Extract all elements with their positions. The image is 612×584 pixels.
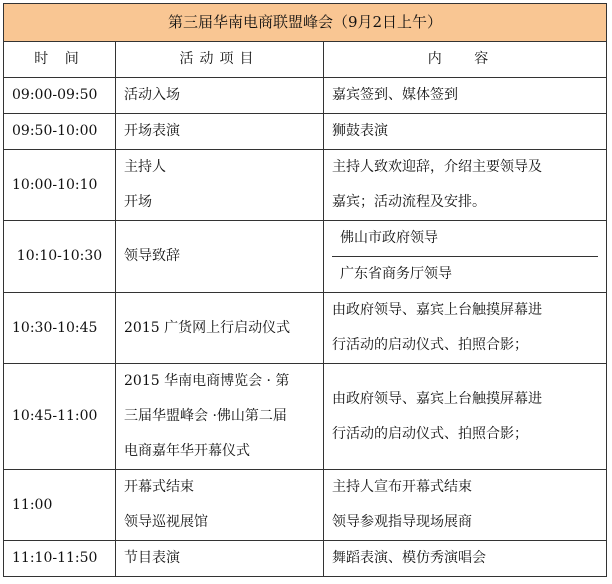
time-cell: 10:00-10:10	[4, 150, 116, 221]
activity-line: 开场表演	[124, 123, 180, 139]
table-row	[4, 470, 607, 541]
activity-line: 领导巡视展馆	[124, 514, 208, 530]
table-title: 第三届华南电商联盟峰会（9月2日上午）	[4, 4, 607, 42]
activity-cell	[116, 150, 324, 221]
activity-line: 2015 广货网上行启动仪式	[124, 319, 291, 336]
time-cell: 10:30-10:45	[4, 293, 116, 364]
activity-line: 三届华盟峰会 ·佛山第二届	[124, 408, 287, 424]
table-row	[4, 114, 607, 150]
content-line: 舞蹈表演、模仿秀演唱会	[332, 550, 486, 566]
activity-cell	[116, 114, 324, 150]
activity-cell	[116, 470, 324, 541]
content-line: 嘉宾；活动流程及安排。	[332, 194, 486, 210]
content-line: 由政府领导、嘉宾上台触摸屏幕进	[332, 302, 542, 318]
activity-cell	[116, 78, 324, 114]
schedule-table	[3, 3, 607, 577]
content-line: 主持人致欢迎辞，介绍主要领导及	[332, 159, 542, 175]
content-line: 行活动的启动仪式、拍照合影；	[332, 425, 528, 442]
content-cell	[324, 541, 607, 577]
content-line: 狮鼓表演	[332, 123, 388, 139]
header-content: 内 容	[324, 42, 607, 78]
time-cell: 11:00	[4, 470, 116, 541]
header-row	[4, 42, 607, 78]
activity-cell	[116, 221, 324, 293]
activity-line: 主持人	[124, 159, 166, 175]
title-row	[4, 4, 607, 42]
content-cell	[324, 150, 607, 221]
activity-line: 开幕式结束	[124, 479, 194, 495]
content-cell	[324, 78, 607, 114]
content-cell	[324, 470, 607, 541]
activity-cell	[116, 541, 324, 577]
time-cell: 09:00-09:50	[4, 78, 116, 114]
content-line: 主持人宣布开幕式结束	[332, 479, 472, 495]
content-cell	[324, 364, 607, 470]
activity-line: 领导致辞	[124, 248, 180, 264]
time-cell: 10:10-10:30	[4, 221, 116, 293]
header-time: 时 间	[4, 42, 116, 78]
table-row	[4, 293, 607, 364]
content-line: 由政府领导、嘉宾上台触摸屏幕进	[332, 390, 542, 407]
activity-line: 活动入场	[124, 87, 180, 103]
table-row	[4, 150, 607, 221]
time-cell: 11:10-11:50	[4, 541, 116, 577]
content-cell-split	[324, 221, 607, 293]
activity-line: 电商嘉年华开幕仪式	[124, 443, 250, 459]
table-row	[4, 364, 607, 470]
time-cell: 09:50-10:00	[4, 114, 116, 150]
time-cell: 10:45-11:00	[4, 364, 116, 470]
content-cell	[324, 293, 607, 364]
activity-line: 开场	[124, 194, 152, 210]
activity-line: 2015 华南电商博览会 · 第	[124, 373, 290, 389]
content-line: 领导参观指导现场展商	[332, 514, 472, 530]
content-line: 行活动的启动仪式、拍照合影；	[332, 337, 528, 353]
table-row	[4, 221, 607, 293]
content-line: 嘉宾签到、媒体签到	[332, 87, 458, 103]
header-activity: 活动项目	[116, 42, 324, 78]
table-row	[4, 78, 607, 114]
content-cell	[324, 114, 607, 150]
content-subcell: 广东省商务厅领导	[340, 266, 452, 282]
content-subcell: 佛山市政府领导	[332, 221, 598, 257]
table-row	[4, 541, 607, 577]
activity-cell	[116, 293, 324, 364]
activity-line: 节目表演	[124, 550, 180, 566]
activity-cell	[116, 364, 324, 470]
